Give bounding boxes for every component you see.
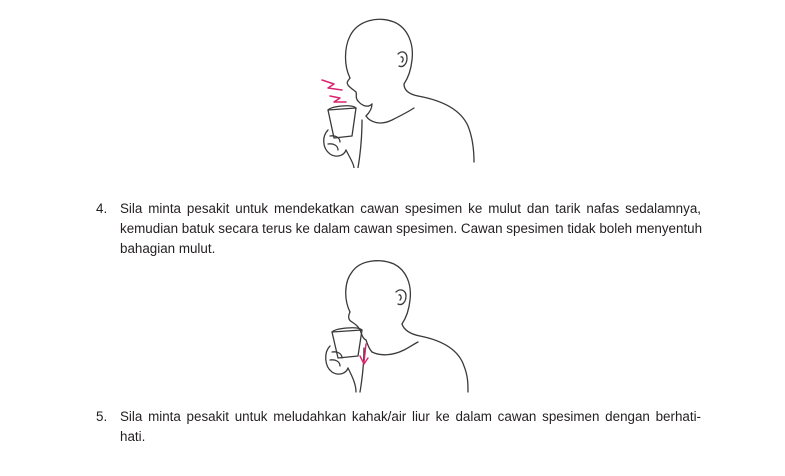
cough-marks [322,80,346,102]
step-text [120,199,701,259]
coughing-person-drawing [300,8,490,168]
step-number: 5. [96,409,108,424]
spit-illustration [300,252,490,394]
cough-illustration [300,8,490,168]
step-line: Sila minta pesakit untuk mendekatkan cawan spesimen ke mulut dan tarik nafas sedalamnya, [120,201,701,216]
step-line: Sila minta pesakit untuk meludahkan kahak/air liur ke dalam cawan spesimen dengan berhati- [120,409,701,424]
step-number: 4. [96,201,108,216]
step-4 [96,199,701,259]
step-line: hati. [120,429,146,444]
step-line: bahagian mulut. [120,241,216,256]
step-line: kemudian batuk secara terus ke dalam cawan spesimen. Cawan spesimen tidak boleh menyentuh [120,221,703,236]
step-text [120,407,701,447]
step-5 [96,407,701,447]
spitting-person-drawing [300,252,490,394]
